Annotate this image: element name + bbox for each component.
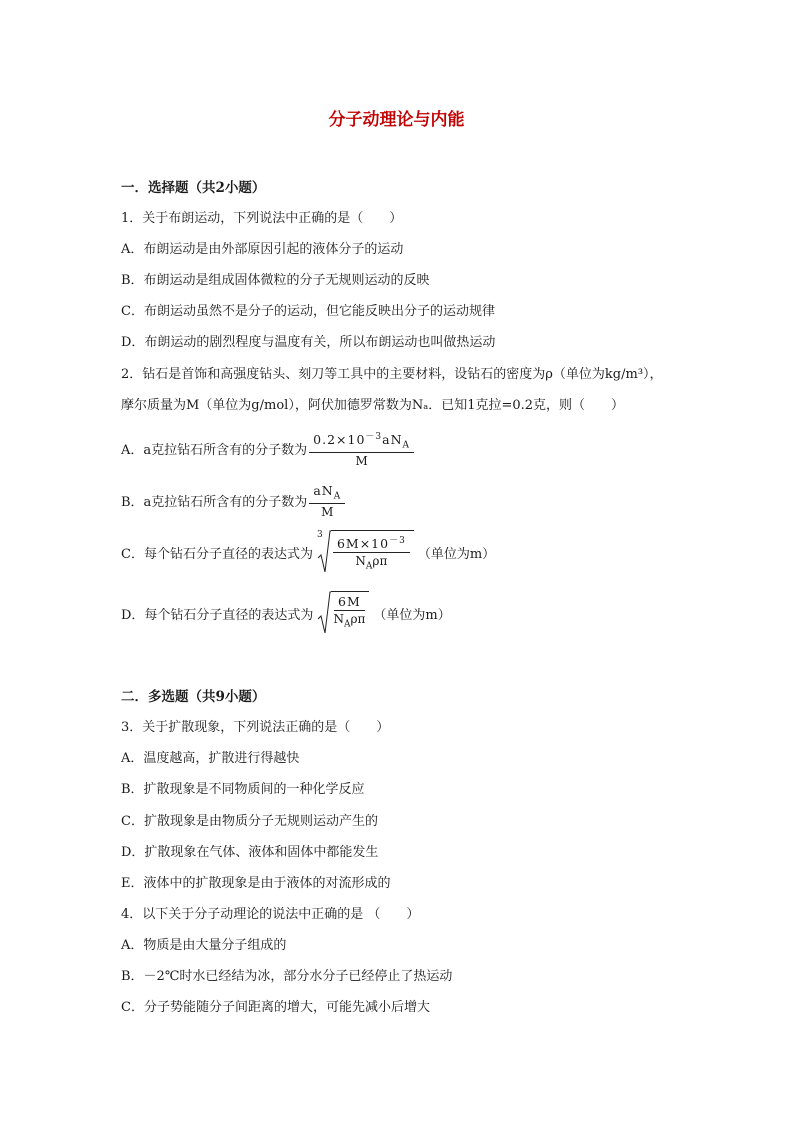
option-c-text: C．每个钻石分子直径的表达式为 bbox=[121, 546, 313, 562]
denominator-tail: ρπ bbox=[350, 612, 366, 626]
radical-sign-icon bbox=[317, 591, 331, 635]
question-2-option-c bbox=[121, 530, 495, 574]
question-3-option-d: D．扩散现象在气体、液体和固体中都能发生 bbox=[121, 845, 379, 860]
question-3-option-c: C．扩散现象是由物质分子无规则运动产生的 bbox=[121, 814, 378, 829]
numerator-base: aN bbox=[313, 483, 334, 498]
option-a-text: A．a克拉钻石所含有的分子数为 bbox=[121, 442, 308, 458]
question-1-option-a: A．布朗运动是由外部原因引起的液体分子的运动 bbox=[121, 242, 404, 257]
denominator-subscript: A bbox=[343, 619, 351, 630]
numerator-subscript: A bbox=[333, 491, 342, 502]
question-4-stem: 4．以下关于分子动理论的说法中正确的是 （ ） bbox=[121, 907, 420, 922]
numerator-tail: aN bbox=[382, 432, 403, 448]
question-2-option-d bbox=[121, 591, 451, 635]
denominator-subscript: A bbox=[365, 561, 373, 572]
radicand-fraction bbox=[333, 533, 410, 572]
option-a-fraction bbox=[309, 429, 414, 468]
denominator-base: N bbox=[333, 612, 344, 626]
fraction-numerator bbox=[309, 429, 414, 453]
fraction-denominator bbox=[333, 611, 365, 629]
option-b-fraction bbox=[309, 483, 345, 519]
question-1-option-d: D．布朗运动的剧烈程度与温度有关，所以布朗运动也叫做热运动 bbox=[121, 335, 496, 350]
numerator-exponent: －3 bbox=[389, 536, 406, 546]
question-3-option-b: B．扩散现象是不同物质间的一种化学反应 bbox=[121, 782, 365, 797]
fraction-numerator bbox=[309, 483, 345, 504]
question-2-stem-line2: 摩尔质量为M（单位为g/mol），阿伏加德罗常数为Nₐ．已知1克拉=0.2克，则（ ） bbox=[121, 398, 625, 413]
radicand-fraction bbox=[333, 594, 365, 629]
cube-root-expression bbox=[317, 530, 414, 574]
section-heading-multi: 二．多选题（共9小题） bbox=[121, 689, 266, 705]
question-2-option-b bbox=[121, 483, 345, 519]
denominator-base: N bbox=[355, 554, 366, 569]
option-c-unit: （单位为m） bbox=[417, 546, 496, 562]
question-2-option-a bbox=[121, 429, 414, 468]
question-4-option-c: C．分子势能随分子间距离的增大，可能先减小后增大 bbox=[121, 1000, 430, 1015]
numerator-base: 0.2×10 bbox=[313, 432, 366, 448]
root-index: 3 bbox=[316, 530, 323, 540]
square-root-expression bbox=[317, 591, 369, 635]
question-1-option-c: C．布朗运动虽然不是分子的运动，但它能反映出分子的运动规律 bbox=[121, 304, 495, 319]
radicand bbox=[331, 591, 369, 635]
radicand bbox=[331, 530, 414, 574]
document-title: 分子动理论与内能 bbox=[328, 110, 465, 130]
fraction-denominator: M bbox=[355, 453, 368, 468]
question-2-stem-line1: 2．钻石是首饰和高强度钻头、刻刀等工具中的主要材料，设钻石的密度为ρ（单位为kg/m³）， bbox=[121, 367, 663, 382]
fraction-denominator bbox=[355, 553, 387, 571]
section-heading-choice: 一．选择题（共2小题） bbox=[121, 180, 266, 196]
question-3-option-a: A．温度越高，扩散进行得越快 bbox=[121, 751, 300, 766]
question-4-option-b: B．－2℃时水已经结为冰，部分水分子已经停止了热运动 bbox=[121, 969, 453, 984]
fraction-numerator: 6M bbox=[334, 594, 365, 611]
numerator-subscript: A bbox=[402, 440, 411, 451]
numerator-exponent: －3 bbox=[365, 432, 383, 442]
fraction-denominator: M bbox=[321, 504, 334, 519]
question-1-option-b: B．布朗运动是组成固体微粒的分子无规则运动的反映 bbox=[121, 273, 430, 288]
question-3-stem: 3．关于扩散现象，下列说法正确的是（ ） bbox=[121, 720, 390, 735]
question-3-option-e: E．液体中的扩散现象是由于液体的对流形成的 bbox=[121, 876, 391, 891]
fraction-numerator bbox=[333, 533, 410, 553]
option-b-text: B．a克拉钻石所含有的分子数为 bbox=[121, 495, 308, 511]
option-d-text: D．每个钻石分子直径的表达式为 bbox=[121, 607, 314, 623]
denominator-tail: ρπ bbox=[372, 554, 388, 569]
option-d-unit: （单位为m） bbox=[373, 607, 451, 623]
numerator-base: 6M×10 bbox=[336, 536, 390, 552]
question-1-stem: 1．关于布朗运动，下列说法中正确的是（ ） bbox=[121, 211, 403, 226]
question-4-option-a: A．物质是由大量分子组成的 bbox=[121, 938, 287, 953]
